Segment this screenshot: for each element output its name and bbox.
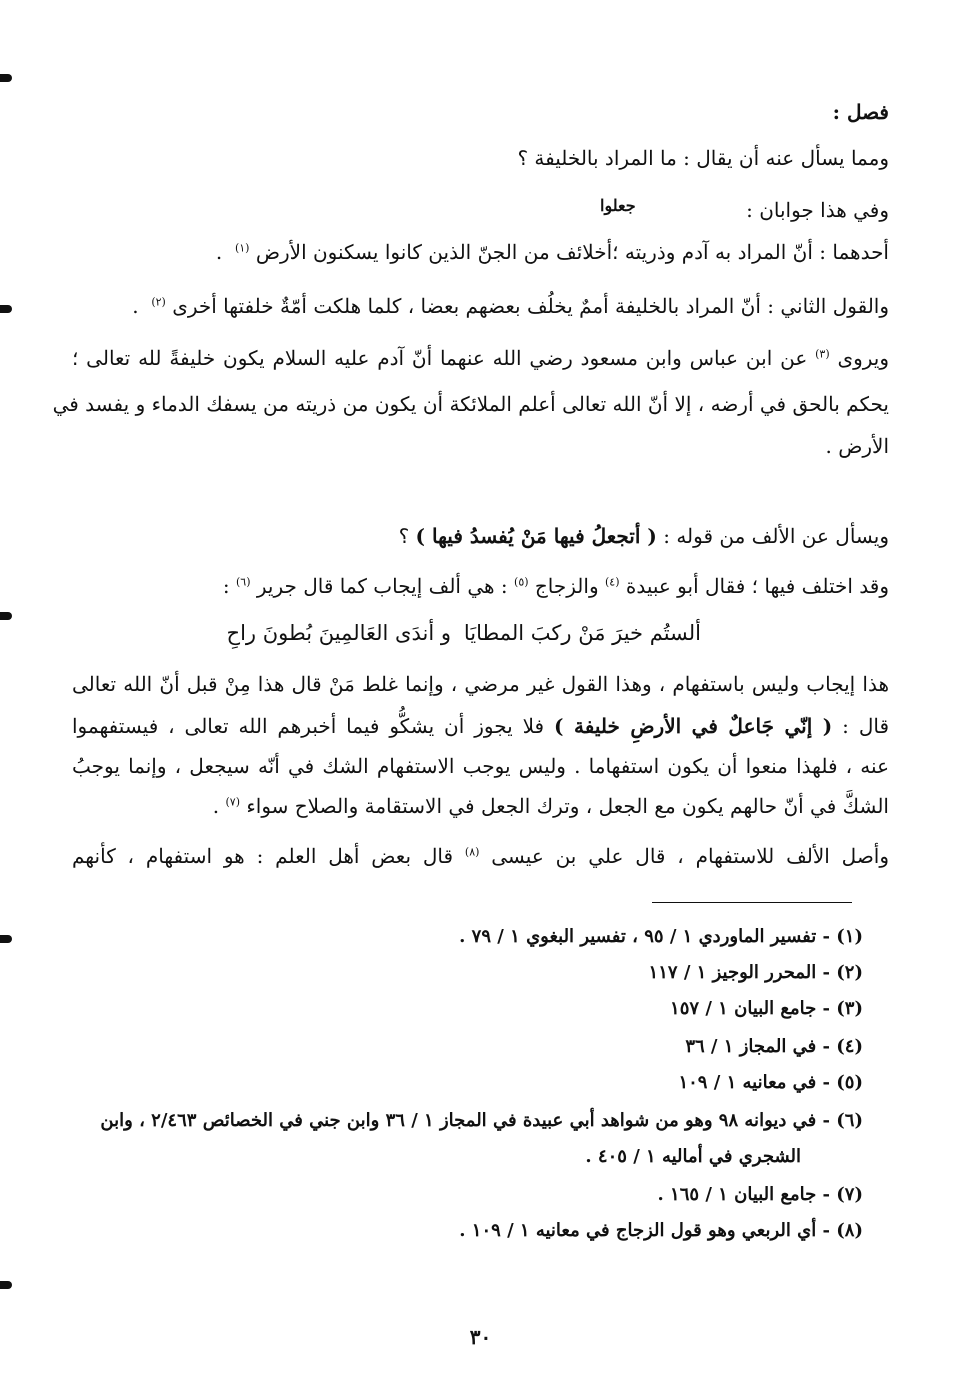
period: . <box>132 294 145 318</box>
scan-mark <box>0 305 12 313</box>
footnote-ref[interactable]: (٥) <box>514 575 529 589</box>
period: . <box>212 794 220 818</box>
disagreement-text: والزجاج <box>534 574 599 598</box>
footnote-ref[interactable]: (١) <box>234 241 250 255</box>
poem-second-hemistich: و أندَى العَالمِينَ بُطونَ راحِ <box>226 621 451 645</box>
paragraph-text: فلا يجوز أن يشكُّو فيما أخبرهم الله تعالى ، فيستفهموا <box>72 714 545 738</box>
second-answer-line <box>132 292 889 320</box>
paragraph-text: قال : <box>842 714 890 738</box>
poem-first-hemistich: ألستُم خيرَ مَنْ ركبَ المطايَا <box>463 621 701 645</box>
narration-line-2: يحكم بالحق في أرضه ، إلا أنّ الله تعالى أعلم الملائكة أن يكون من ذريته من يسفك الدماء و يفسد في <box>52 392 889 416</box>
colon: : <box>222 574 230 598</box>
footnote-5: (٥) - في معانيه ١ / ١٠٩ <box>678 1072 863 1093</box>
scan-mark <box>0 74 12 82</box>
footnote-ref[interactable]: (٤) <box>604 575 620 589</box>
narration-line-3: الأرض . <box>825 434 889 458</box>
paragraph-line-3: عنه ، فلهذا منعوا أن يكون استفهاما . وليس يوجب الاستفهام الشك في أنّه سيجعل ، وإنما يوجبُ <box>72 754 890 778</box>
scan-mark <box>0 935 12 943</box>
footnote-6: (٦) - في ديوانه ٩٨ وهو من شواهد أبي عبيدة في المجاز ١ / ٣٦ وابن جني في الخصائص ٢/٤٦٣ ، وابن <box>100 1110 863 1131</box>
footnote-8: (٨) - أي الربعي وهو قول الزجاج في معانيه ١ / ١٠٩ . <box>459 1220 863 1241</box>
last-line <box>72 842 889 870</box>
scan-mark <box>0 612 12 620</box>
alif-question-prefix: ويسأل عن الألف من قوله : <box>663 524 889 548</box>
footnote-ref[interactable]: (٣) <box>815 347 830 361</box>
handwritten-note: جعلوا <box>600 196 636 215</box>
last-line-text: قال بعض أهل العلم : هو استفهام ، كأنهم <box>72 844 454 868</box>
paragraph-text: الشكَّ في أنّ حالهم يكون مع الجعل ، وترك الجعل في الاستقامة والصلاح سواء <box>246 794 889 818</box>
quran-verse: ( إنّي جَاعلٌ في الأرضِ خليفة ) <box>554 714 833 738</box>
first-answer-text: أحدهما : أنّ المراد به آدم وذريته ؛أخلائف من الجنّ الذين كانوا يسكنون الأرض <box>255 240 889 264</box>
footnote-ref[interactable]: (٢) <box>151 295 166 309</box>
footnote-4: (٤) - في المجاز ١ / ٣٦ <box>685 1036 863 1057</box>
footnote-ref[interactable]: (٨) <box>464 845 480 859</box>
second-answer-text: والقول الثاني : أنّ المراد بالخليفة أممٌ يخلُف بعضهم بعضا ، كلما هلكت أمّةٌ خلفتها أخرى <box>172 294 889 318</box>
paragraph-line-2 <box>72 712 889 740</box>
footnote-ref[interactable]: (٦) <box>236 575 251 589</box>
footnote-separator <box>652 902 852 903</box>
answers-intro: وفي هذا جوابان : <box>746 198 889 222</box>
footnote-1: (١) - تفسير الماوردي ١ / ٩٥ ، تفسير البغوي ١ / ٧٩ . <box>459 926 863 947</box>
page-number: ٣٠ <box>469 1325 492 1349</box>
question-line: ومما يسأل عنه أن يقال : ما المراد بالخليفة ؟ <box>517 146 889 170</box>
disagreement-text: : هي ألف إيجاب كما قال جرير <box>256 574 508 598</box>
paragraph-line-1: هذا إيجاب وليس باستفهام ، وهذا القول غير مرضي ، وإنما غلط مَنْ قال هذا مِنْ قبل أنّ الله تعالى <box>72 672 889 696</box>
footnote-2: (٢) - المحرر الوجيز ١ / ١١٧ <box>648 962 863 983</box>
footnote-6-continued: الشجري في أماليه ١ / ٤٠٥ . <box>585 1146 801 1167</box>
disagreement-line <box>223 572 889 600</box>
first-answer-line <box>216 238 889 266</box>
disagreement-text: وقد اختلف فيها ؛ فقال أبو عبيدة <box>625 574 889 598</box>
paragraph-line-4 <box>213 792 889 820</box>
footnote-7: (٧) - جامع البيان ١ / ١٦٥ . <box>657 1184 863 1205</box>
last-line-text: وأصل الألف للاستفهام ، قال علي بن عيسى <box>491 844 890 868</box>
footnote-3: (٣) - جامع البيان ١ / ١٥٧ <box>670 998 863 1019</box>
narration-word: ويروى <box>837 346 890 370</box>
scan-mark <box>0 1281 12 1289</box>
narration-text: عن ابن عباس وابن مسعود رضي الله عنهما أنّ آدم عليه السلام يكون خليفةً لله تعالى ؛ <box>72 346 808 370</box>
quran-verse: ( أتجعلُ فيها مَنْ يُفسدُ فيها ) <box>415 524 657 548</box>
footnote-ref[interactable]: (٧) <box>225 795 240 809</box>
question-mark: ؟ <box>398 524 410 548</box>
alif-question-line <box>399 522 889 550</box>
narration-line-1 <box>72 344 889 372</box>
period: . <box>215 240 229 264</box>
section-heading: فصل : <box>832 100 889 124</box>
